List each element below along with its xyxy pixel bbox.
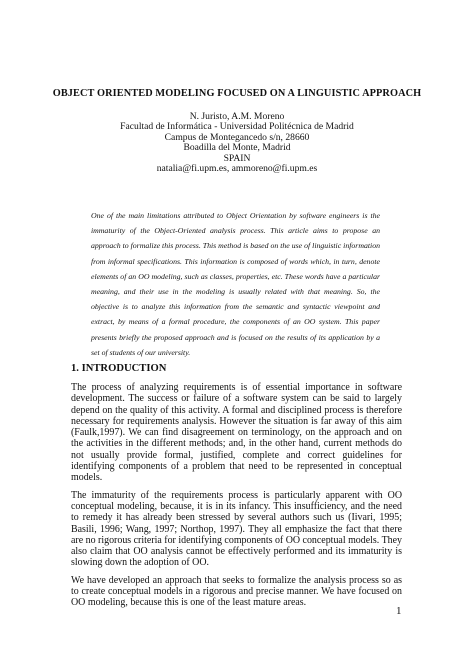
affiliation-line: Boadilla del Monte, Madrid xyxy=(183,142,291,154)
abstract: One of the main limitations attributed to Object Orientation by software engineers is the immaturity of the Object-Oriented analysis process. This article aims to propose an approach to formalize this process. This method is based on the use of linguistic information from informal specifications. This information is composed of words which, in turn, denote elements of an OO modeling, such as classes, properties, etc. These words have a particular meaning, and their use in the modeling is usually related with that meaning. So, the objective is to analyze this information from the semantic and syntactic viewpoint and extract, by means of a formal procedure, the components of an OO system. This paper presents briefly the proposed approach and is focused on the results of its application by a set of students of our university. xyxy=(91,211,380,357)
section-heading: 1. INTRODUCTION xyxy=(71,363,167,374)
body-paragraph: We have developed an approach that seeks to formalize the analysis process so as to create conceptual models in a rigorous and precise manner. We have focused on OO modeling, because this is one of the least mature areas. xyxy=(71,574,402,609)
paper-title: OBJECT ORIENTED MODELING FOCUSED ON A LINGUISTIC APPROACH xyxy=(52,88,422,99)
author-names: N. Juristo, A.M. Moreno xyxy=(189,111,285,122)
affiliation-line: Facultad de Informática - Universidad Politécnica de Madrid xyxy=(120,121,354,133)
author-block xyxy=(0,112,474,174)
section-body xyxy=(71,382,402,615)
affiliation-line: Campus de Montegancedo s/n, 28660 xyxy=(164,131,310,143)
body-paragraph: The process of analyzing requirements is of essential importance in software development. The success or failure of a software system can be said to largely depend on the quality of this activity. A formal and disciplined process is therefore necessary for requirements analysis. However the situation is far away of this aim (Faulk,1997). We can find disagreement on terminology, on the approach and on the activities in the different methods; and, in the other hand, current methods do not usually provide formal, justified, complete and correct guidelines for identifying components of a problem that need to be represented in conceptual models. xyxy=(71,382,402,484)
body-paragraph: The immaturity of the requirements process is particularly apparent with OO conceptual modeling, because, it is in its infancy. This insufficiency, and the need to remedy it has already been stressed by several authors such us (Iivari, 1995; Basili, 1996; Wang, 1997; Northop, 1997). They all emphasize the fact that there are no rigorous criteria for identifying components of OO conceptual models. They also claim that OO analysis cannot be effectively performed and its immaturity is slowing down the adoption of OO. xyxy=(71,489,402,569)
affiliation-line: SPAIN xyxy=(223,152,251,164)
page-number: 1 xyxy=(396,605,402,617)
author-emails: natalia@fi.upm.es, ammoreno@fi.upm.es xyxy=(156,163,318,175)
